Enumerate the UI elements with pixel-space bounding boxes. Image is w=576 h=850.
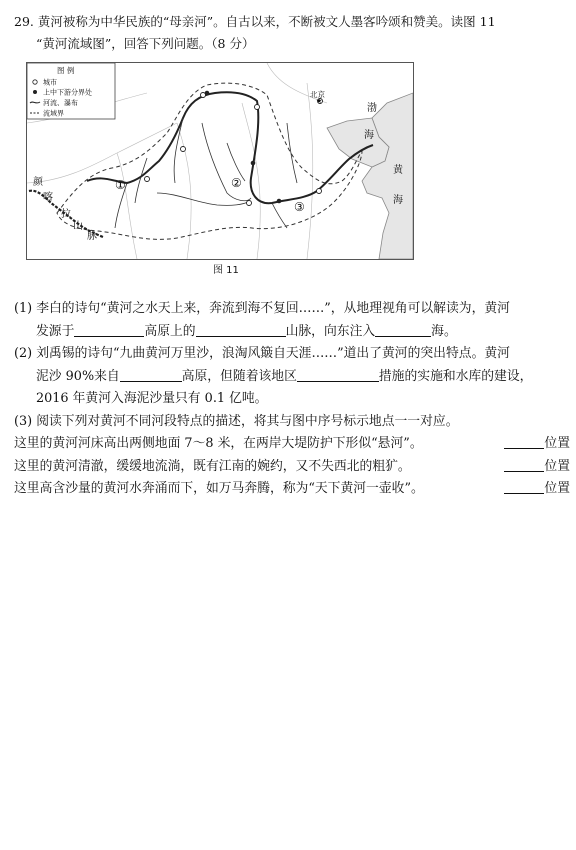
legend-title: 图 例 (57, 66, 75, 75)
question-number: 29. (14, 14, 34, 29)
sub2-text-c: 措施的实施和水库的建设， (378, 368, 533, 384)
sub1-text-a: 发源于 (36, 323, 75, 339)
question-header (14, 11, 566, 55)
question-intro-text: 黄河被称为中华民族的“母亲河”。自古以来，不断被文人墨客吟颂和赞美。读图 11 (37, 14, 496, 29)
marker-1: ① (115, 178, 126, 192)
sub3-item-3-text: 这里高含沙量的黄河水奔涌而下，如万马奔腾，称为“天下黄河一壶收”。 (14, 481, 424, 496)
sub3-item-1 (14, 433, 570, 456)
sub-question-3 (14, 411, 570, 501)
sub-question-1 (14, 298, 570, 343)
label-bohai-1: 渤 (367, 103, 377, 114)
sub3-item-2 (14, 456, 570, 479)
sub-question-2 (14, 343, 570, 411)
sub1-line2 (14, 321, 570, 344)
legend-item-river: 河流、瀑布 (43, 99, 78, 107)
sub3-item-1-text: 这里的黄河河床高出两侧地面 7～8 米，在两岸大堤防护下形似“悬河”。 (14, 436, 423, 451)
answer-blank-mountain[interactable] (196, 322, 286, 337)
answer-blank-position-1[interactable] (504, 434, 544, 449)
map-legend (27, 63, 115, 119)
answer-blank-position-2[interactable] (504, 457, 544, 472)
beijing-star-icon: ★ (316, 97, 323, 105)
label-beijing: 北京 (310, 90, 325, 99)
sub2-text-a: 泥沙 90%来自 (36, 368, 120, 384)
yellow-river-basin-map (26, 62, 414, 260)
legend-item-division: 上中下游分界处 (43, 88, 92, 97)
sub2-line3: 2016 年黄河入海泥沙量只有 0.1 亿吨。 (36, 391, 268, 406)
sub3-item-1-suffix: 位置 (544, 436, 570, 451)
marker-3: ③ (294, 200, 305, 214)
legend-item-city: 城市 (43, 78, 57, 87)
legend-city-icon (33, 80, 37, 84)
legend-division-icon (33, 90, 37, 94)
sub3-item-3-suffix: 位置 (544, 481, 570, 496)
map-svg (27, 63, 413, 259)
sub3-item-2-text: 这里的黄河清澈，缓缓地流淌，既有江南的婉约，又不失西北的粗犷。 (14, 458, 411, 474)
marker-2: ② (231, 176, 242, 190)
label-bohai-2: 海 (364, 130, 374, 141)
question-intro-line2: “黄河流域图”，回答下列问题。（8 分） (36, 36, 255, 51)
sub3-item-3 (14, 478, 570, 501)
sub1-line1: (1) 李白的诗句“黄河之水天上来，奔流到海不复回……”，从地理视角可以解读为，黄河 (14, 301, 510, 316)
label-mountain-2: 喀 (43, 192, 53, 203)
sub2-text-b: 高原，但随着该地区 (181, 368, 297, 384)
sub1-text-c: 山脉，向东注入 (285, 323, 376, 339)
label-mountain-3: 拉 (61, 209, 71, 220)
sub1-text-b: 高原上的 (144, 323, 196, 339)
sub2-line2 (14, 366, 570, 389)
answer-blank-silt-plateau[interactable] (120, 367, 182, 382)
answer-blank-measure[interactable] (297, 367, 379, 382)
label-huanghai-2: 海 (393, 195, 403, 206)
label-mountain-4: 山 (73, 221, 83, 232)
legend-item-boundary: 流域界 (43, 109, 64, 118)
label-mountain-5: 脉 (87, 231, 97, 242)
question-body (14, 298, 570, 501)
answer-blank-sea[interactable] (375, 322, 431, 337)
answer-blank-position-3[interactable] (504, 479, 544, 494)
yellow-river-main (87, 92, 373, 203)
label-mountain-1: 颜 (33, 177, 43, 188)
tributaries (115, 118, 297, 228)
figure-caption: 图 11 (213, 265, 239, 276)
sub2-line1: (2) 刘禹锡的诗句“九曲黄河万里沙，浪淘风簸自天涯……”道出了黄河的突出特点。黄河 (14, 346, 510, 361)
label-huanghai-1: 黄 (393, 165, 403, 176)
sub1-text-d: 海。 (431, 323, 457, 339)
answer-blank-plateau[interactable] (74, 322, 144, 337)
sub3-line1: (3) 阅读下列对黄河不同河段特点的描述，将其与图中序号标示地点一一对应。 (14, 413, 459, 429)
sub3-item-2-suffix: 位置 (544, 458, 570, 474)
question-intro-line1 (14, 11, 566, 33)
